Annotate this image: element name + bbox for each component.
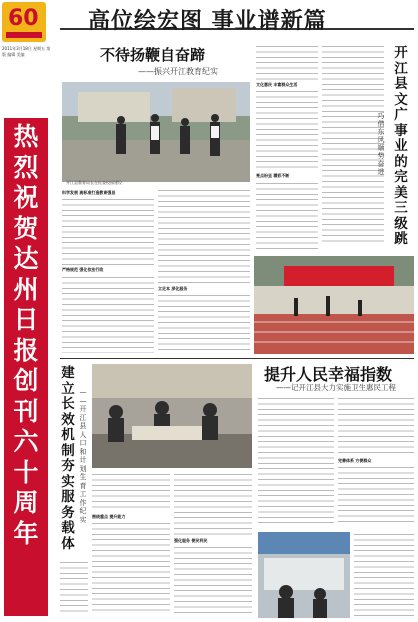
heading-4: 亮点纷呈 精彩不断 (256, 173, 290, 179)
banner-char: 贺 (13, 213, 39, 243)
vertical-char: 计 (79, 456, 87, 464)
article3-title (60, 366, 76, 552)
vertical-char: 实 (79, 515, 87, 524)
banner-char: 六 (13, 427, 39, 456)
vertical-char: — (79, 388, 87, 396)
article2-title (388, 46, 414, 248)
vertical-char: 三 (394, 200, 408, 216)
article4-title: 提升人民幸福指数 (264, 365, 393, 384)
vertical-char: 顺 (377, 144, 385, 152)
vertical-char: 划 (79, 464, 87, 473)
banner-char: 创 (13, 366, 39, 395)
vertical-char: 夯 (61, 458, 75, 474)
vertical-char: 效 (61, 411, 75, 428)
badge-number: 60 (8, 6, 39, 31)
vertical-char: 广 (394, 107, 408, 123)
article4-body-col1 (258, 396, 334, 528)
banner-char: 达 (13, 244, 39, 273)
vertical-char: 务 (61, 504, 75, 521)
vertical-char: 级 (394, 215, 408, 232)
article1-text-block (62, 197, 154, 265)
vertical-char: 纪 (79, 507, 87, 515)
vertical-char: 体 (61, 535, 75, 552)
article1-text-block (158, 188, 250, 284)
vertical-char: 实 (61, 473, 75, 490)
article4-body-col3 (354, 532, 414, 618)
article2-title-text (394, 46, 408, 248)
article1-subtitle: ——振兴开江教育纪实 (138, 67, 218, 76)
vertical-char: 奋 (377, 160, 385, 168)
vertical-char: 县 (394, 76, 408, 92)
heading-2: 严格规范 强化依法行政 (62, 267, 104, 273)
vertical-char: 江 (79, 413, 87, 422)
vertical-char: 人 (79, 430, 87, 439)
article3-subtitle-text (80, 388, 87, 524)
vertical-char: 机 (61, 427, 75, 443)
article2-photo (254, 256, 414, 354)
vertical-char: 服 (61, 489, 75, 505)
banner-char: 热 (13, 122, 39, 151)
article3-body-col1 (92, 472, 170, 618)
article2-text-block (256, 89, 318, 171)
vertical-char: 文 (394, 91, 408, 108)
article1-body-col2 (158, 188, 250, 358)
vertical-char: 载 (61, 520, 75, 536)
vertical-char: 开 (79, 405, 87, 413)
vertical-char: 工 (79, 490, 87, 498)
banner-char: 烈 (13, 152, 39, 182)
article1-title: 不待扬鞭自奋蹄 (100, 46, 206, 64)
badge-ribbon (6, 32, 42, 38)
heading-3: 文化惠民 丰富群众生活 (256, 82, 298, 87)
heading-8: 完善体系 方便群众 (338, 458, 372, 463)
article3-text-block (92, 472, 170, 512)
article3-body-col0 (60, 560, 88, 618)
article4-body-col2 (338, 396, 414, 528)
article4-subtitle: ——记开江县大力实施卫生惠民工程 (276, 383, 396, 392)
vertical-char: 育 (79, 481, 87, 490)
vertical-char: 势 (377, 152, 385, 160)
article2-byline-text (378, 112, 385, 176)
vertical-banner-text (4, 122, 48, 549)
vertical-char: 立 (61, 380, 75, 397)
vertical-char: 东 (377, 128, 385, 136)
vertical-char: 生 (79, 473, 87, 481)
heading-6: 强化服务 便民利民 (174, 538, 208, 543)
article3-text-block (92, 521, 170, 611)
article3-text-block (60, 560, 88, 616)
vertical-char: 美 (394, 184, 408, 201)
vertical-char: 作 (79, 498, 87, 507)
vertical-char: 口 (79, 439, 87, 447)
banner-char: 十 (13, 457, 39, 487)
article2-body-col2 (322, 44, 384, 250)
vertical-char: 制 (61, 442, 75, 459)
vertical-char: 长 (61, 396, 75, 412)
article1-body-col1 (62, 188, 154, 358)
vertical-char: 业 (394, 138, 408, 154)
banner-char: 报 (13, 335, 39, 365)
banner-char: 日 (13, 305, 39, 334)
article3-body-col2 (174, 472, 252, 618)
vertical-char: 建 (61, 365, 75, 381)
banner-char: 刊 (13, 396, 39, 426)
page-title: 高位绘宏图 事业谱新篇 (88, 9, 327, 34)
article3-title-text (61, 366, 75, 552)
vertical-char: 借 (377, 120, 385, 128)
article3-subtitle (78, 388, 88, 524)
banner-char: 周 (13, 488, 39, 517)
article4-photo (258, 532, 350, 618)
article3-photo (92, 364, 252, 468)
article2-body-col1 (256, 44, 318, 250)
article1-text-block (62, 275, 154, 353)
article1-caption: 开江县教育局长在检查校园建设 (66, 180, 122, 185)
article2-text-block (256, 181, 318, 250)
article4-text-block (258, 396, 334, 524)
vertical-char: 县 (79, 422, 87, 430)
article1-text-block (158, 293, 250, 353)
vertical-char: 巧 (377, 112, 385, 120)
vertical-char: 的 (394, 153, 408, 170)
article3-text-block (174, 472, 252, 536)
heading-1: 科学发展 高标准打造教育强县 (62, 190, 116, 195)
anniversary-badge (2, 2, 46, 42)
issue-meta: 2011年3月18日 星期五 第 版 编辑 美编 (2, 46, 51, 57)
article3-text-block (174, 545, 252, 615)
section-divider (60, 358, 414, 359)
article4-text-block (338, 396, 414, 456)
heading-5: 立足本 深化服务 (158, 286, 188, 291)
page-header (60, 4, 414, 34)
vertical-char: — (79, 396, 87, 405)
vertical-char: 开 (394, 45, 408, 61)
article4-text-block (338, 465, 414, 525)
vertical-char: 风 (377, 136, 385, 144)
article2-text-block (322, 44, 384, 244)
vertical-char: 进 (377, 168, 385, 176)
vertical-char: 完 (394, 169, 408, 185)
heading-7: 围绕重点 提升能力 (92, 514, 126, 519)
vertical-char: 江 (394, 60, 408, 77)
banner-char: 州 (13, 274, 39, 304)
vertical-char: 跳 (394, 231, 408, 247)
article1-photo (62, 82, 250, 182)
vertical-char: 事 (394, 122, 408, 139)
article4-text-block (354, 532, 414, 616)
vertical-char: 和 (79, 447, 87, 456)
banner-char: 年 (13, 518, 39, 548)
commemorative-strip (0, 0, 56, 622)
article2-text-block (256, 44, 318, 80)
banner-char: 祝 (13, 183, 39, 212)
article2-byline (376, 112, 386, 176)
